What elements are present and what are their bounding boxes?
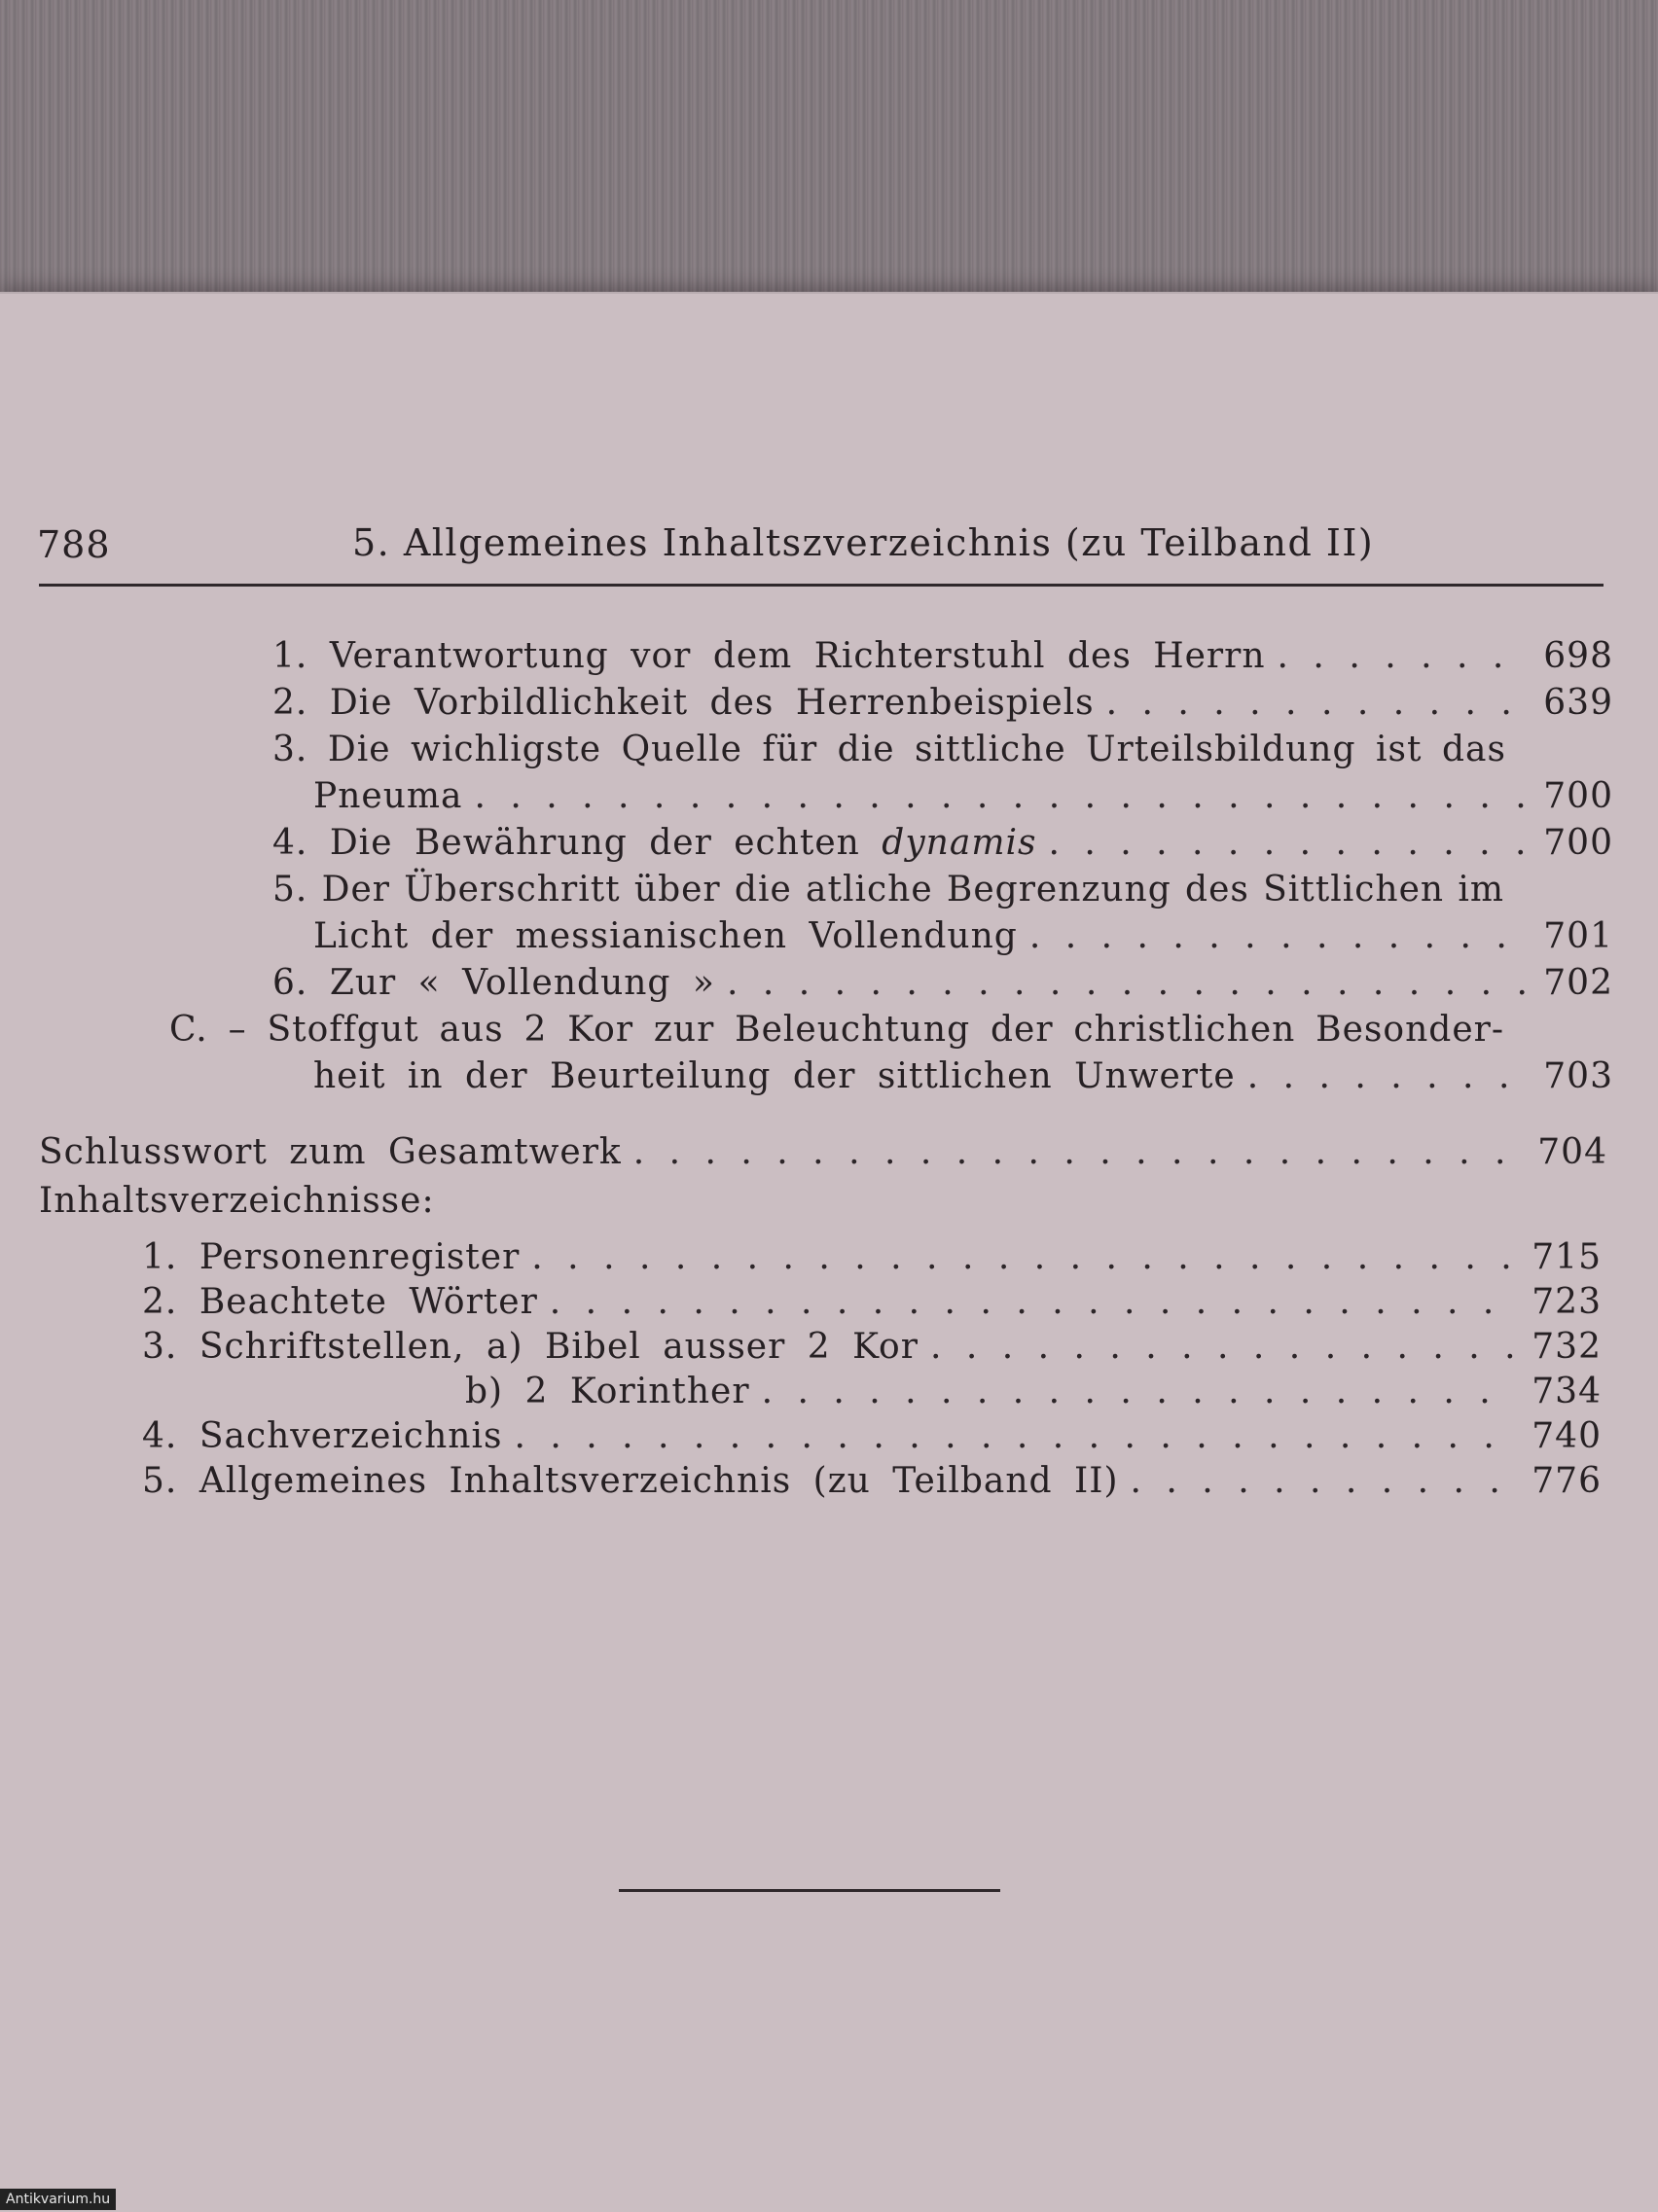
toc-page: 734 [1532, 1372, 1602, 1411]
index-entry: 4. Sachverzeichnis . . . 740 [142, 1414, 1602, 1459]
toc-page: 723 [1532, 1282, 1602, 1322]
end-rule [619, 1889, 1000, 1892]
toc-entry-line2: Licht der messianischen Vollendung . . . 701 [313, 914, 1613, 959]
index-entry: 1. Personenregister . . . 715 [142, 1235, 1602, 1280]
index-entry: b) 2 Korinther . . . 734 [465, 1370, 1602, 1414]
toc-page: 732 [1532, 1327, 1602, 1367]
toc-section-c-line2: heit in der Beurteilung der sittlichen Unwerte . . . 703 [313, 1054, 1613, 1099]
toc-entry-line1: 3. Die wichligste Quelle für die sittliche Urteilsbildung ist das [272, 730, 1506, 769]
watermark: Antikvarium.hu [0, 2189, 116, 2210]
toc-page: 639 [1543, 683, 1613, 723]
toc-page: 704 [1537, 1132, 1607, 1172]
toc-page: 700 [1543, 776, 1613, 816]
toc-page: 701 [1543, 916, 1613, 956]
running-header-title: 5. Allgemeines Inhaltszverzeichnis (zu Teilband II) [352, 521, 1375, 564]
index-entry: 2. Beachtete Wörter . . . 723 [142, 1280, 1602, 1325]
toc-entry: 2. Die Vorbildlichkeit des Herrenbeispiels . . . 639 [272, 681, 1613, 726]
toc-closing: Schlusswort zum Gesamtwerk . . . 704 [39, 1130, 1607, 1175]
index-entry: 3. Schriftstellen, a) Bibel ausser 2 Kor . . . 732 [142, 1325, 1602, 1370]
toc-section-c-line1: C. – Stoffgut aus 2 Kor zur Beleuchtung der christlichen Besonder- [169, 1010, 1504, 1050]
toc-entry-line1: 5. Der Überschritt über die atliche Begrenzung des Sittlichen im [272, 870, 1504, 910]
book-page [0, 292, 1658, 2212]
toc-page: 715 [1532, 1237, 1602, 1277]
toc-page: 776 [1532, 1461, 1602, 1501]
toc-page: 740 [1532, 1416, 1602, 1456]
toc-entry: 6. Zur « Vollendung » . . . 702 [272, 961, 1613, 1006]
toc-page: 700 [1543, 823, 1613, 863]
toc-page: 703 [1543, 1056, 1613, 1096]
indexes-heading: Inhaltsverzeichnisse: [39, 1181, 435, 1221]
index-entry: 5. Allgemeines Inhaltsverzeichnis (zu Teilband II) . . . 776 [142, 1459, 1602, 1504]
toc-page: 702 [1543, 963, 1613, 1003]
toc-page: 698 [1543, 636, 1613, 676]
toc-entry-line2: Pneuma . . . 700 [313, 774, 1613, 819]
page-number: 788 [37, 523, 111, 566]
background-surface [0, 0, 1658, 303]
header-rule [39, 584, 1604, 587]
toc-entry: 1. Verantwortung vor dem Richterstuhl des Herrn . . . 698 [272, 634, 1613, 679]
toc-entry: 4. Die Bewährung der echten dynamis . . . 700 [272, 821, 1613, 866]
